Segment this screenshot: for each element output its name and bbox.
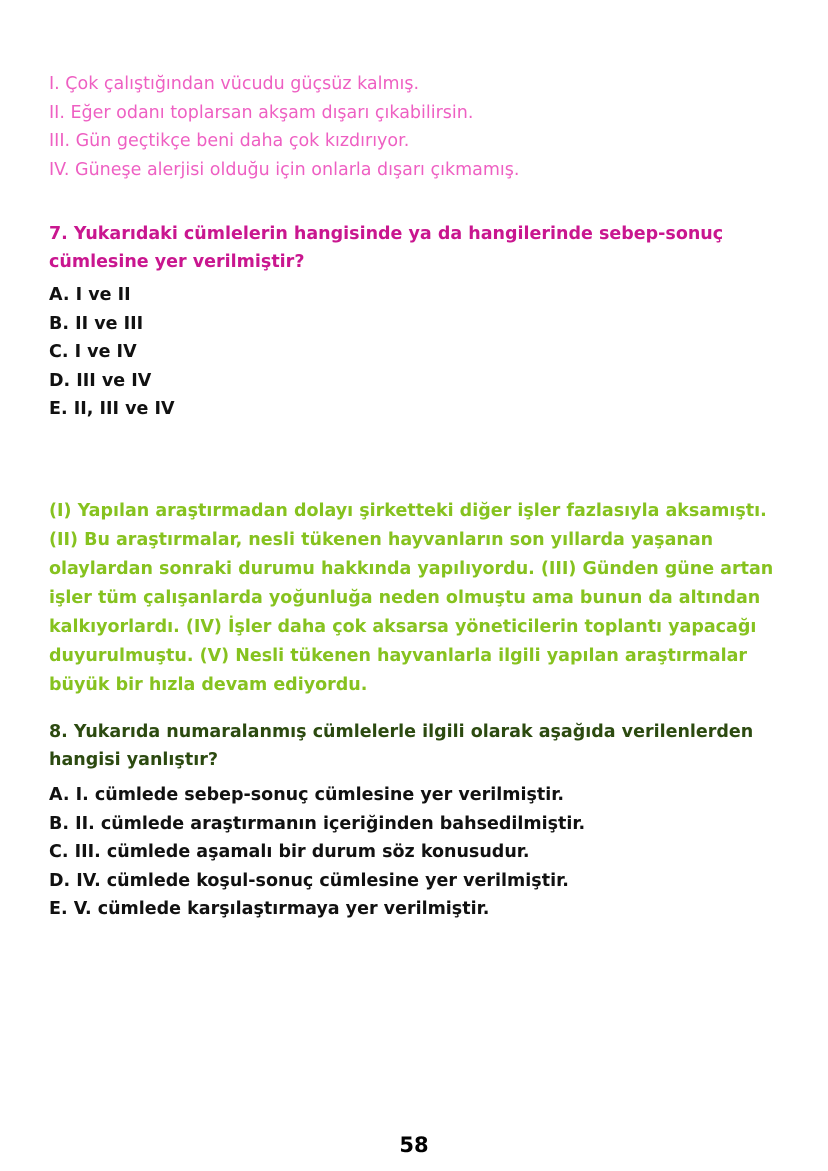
passage-line-6: duyurulmuştu. (V) Nesli tükenen hayvanlarla ilgili yapılan araştırmalar <box>49 646 748 666</box>
passage-line-4: işler tüm çalışanlarda yoğunluğa neden olmuştu ama bunun da altından <box>49 588 761 608</box>
statement-list <box>49 70 788 184</box>
passage-line-7: büyük bir hızla devam ediyordu. <box>49 675 368 695</box>
statement-2: II. Eğer odanı toplarsan akşam dışarı çıkabilirsin. <box>49 102 474 123</box>
question-8-line-2: hangisi yanlıştır? <box>49 750 218 770</box>
question-8-options <box>49 781 788 924</box>
reading-passage <box>49 497 788 700</box>
passage-line-1: (I) Yapılan araştırmadan dolayı şirketteki diğer işler fazlasıyla aksamıştı. <box>49 501 767 521</box>
question-7-stem <box>49 220 788 276</box>
question-8-line-1: 8. Yukarıda numaralanmış cümlelerle ilgili olarak aşağıda verilenlerden <box>49 722 754 742</box>
passage-line-3: olaylardan sonraki durumu hakkında yapılıyordu. (III) Günden güne artan <box>49 559 774 579</box>
question-8-option-c[interactable]: C. III. cümlede aşamalı bir durum söz konusudur. <box>49 842 530 862</box>
statement-3: III. Gün geçtikçe beni daha çok kızdırıyor. <box>49 131 410 151</box>
question-7-option-a[interactable]: A. I ve II <box>49 285 131 305</box>
question-8-option-e[interactable]: E. V. cümlede karşılaştırmaya yer verilmiştir. <box>49 899 490 919</box>
statement-4: IV. Güneşe alerjisi olduğu için onlarla dışarı çıkmamış. <box>49 159 520 180</box>
question-7-option-d[interactable]: D. III ve IV <box>49 370 152 391</box>
question-7-option-b[interactable]: B. II ve III <box>49 313 144 334</box>
passage-line-2: (II) Bu araştırmalar, nesli tükenen hayvanların son yıllarda yaşanan <box>49 530 714 550</box>
question-7-options <box>49 281 788 424</box>
page-number: 58 <box>399 1133 429 1157</box>
question-7-option-e[interactable]: E. II, III ve IV <box>49 399 175 419</box>
question-8-stem <box>49 718 788 774</box>
question-7-line-1: 7. Yukarıdaki cümlelerin hangisinde ya da hangilerinde sebep-sonuç <box>49 224 724 244</box>
question-8-option-b[interactable]: B. II. cümlede araştırmanın içeriğinden bahsedilmiştir. <box>49 813 586 834</box>
passage-line-5: kalkıyorlardı. (IV) İşler daha çok aksarsa yöneticilerin toplantı yapacağı <box>49 617 757 637</box>
question-7-option-c[interactable]: C. I ve IV <box>49 342 137 362</box>
question-7-line-2: cümlesine yer verilmiştir? <box>49 252 305 272</box>
question-8-option-a[interactable]: A. I. cümlede sebep-sonuç cümlesine yer verilmiştir. <box>49 785 565 805</box>
statement-1: I. Çok çalıştığından vücudu güçsüz kalmış. <box>49 74 420 94</box>
question-8-option-d[interactable]: D. IV. cümlede koşul-sonuç cümlesine yer verilmiştir. <box>49 870 569 891</box>
